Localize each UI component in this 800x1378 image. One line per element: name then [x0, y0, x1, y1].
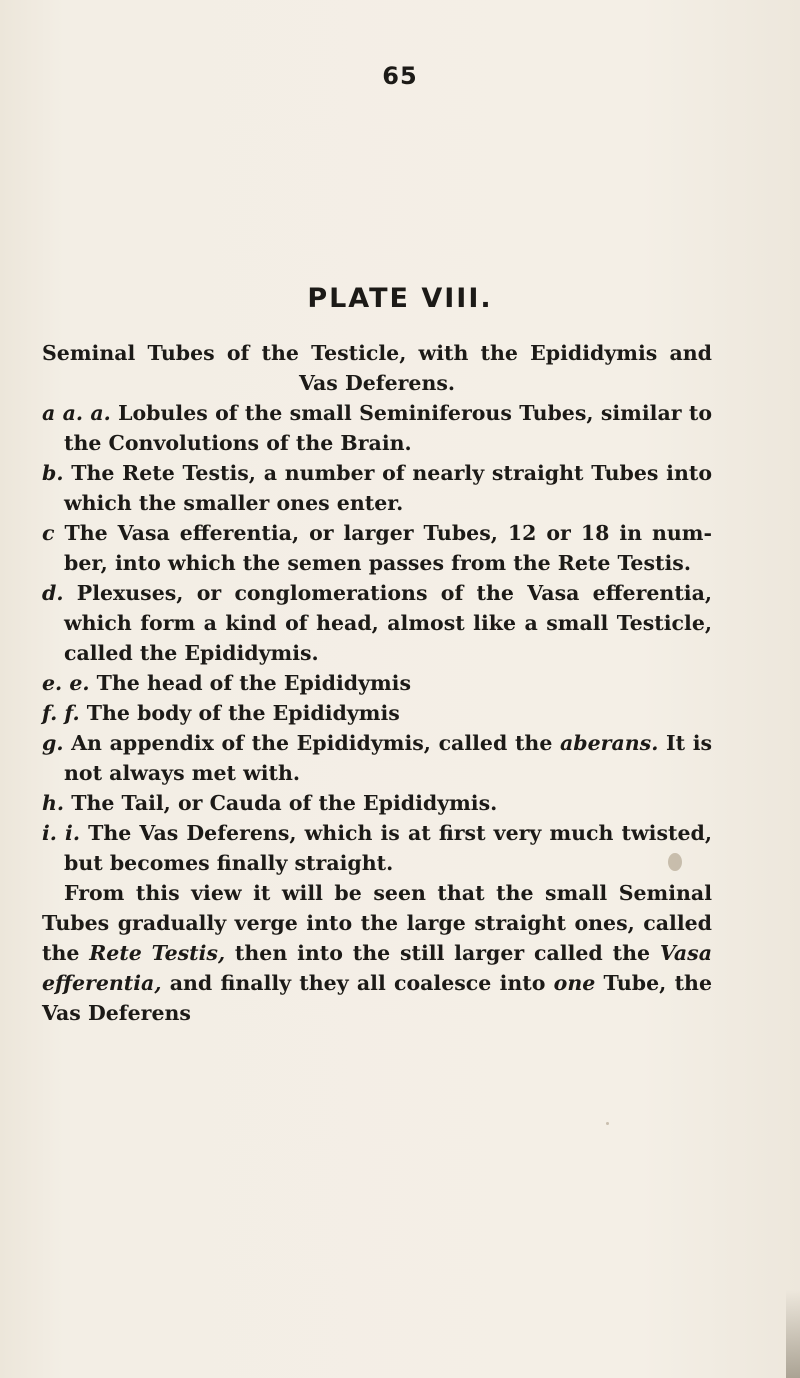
entry-h [42, 788, 712, 818]
closing-part-2: then into the still larger called the [234, 941, 651, 965]
entry-i [42, 818, 712, 878]
entry-label: i. i. [42, 821, 80, 845]
entry-text: Lobules of the small Seminiferous Tubes, similar to the Convolutions of the Brain. [64, 401, 712, 455]
entry-text: The body of the Epididymis [86, 701, 400, 725]
plate-title: PLATE VIII. [307, 283, 493, 314]
page-edge-shadow [786, 1290, 800, 1378]
entry-text: The Vas Deferens, which is at first very much twisted, but becomes finally straight. [64, 821, 712, 875]
entry-label: g. [42, 731, 64, 755]
entry-g [42, 728, 712, 788]
closing-term-2: Vasa efferentia, [42, 941, 712, 995]
entry-text: The head of the Epididymis [96, 671, 411, 695]
entry-text: Plexuses, or conglomerations of the Vasa efferentia, which form a kind of head, almost like a small Testicle, called the Epididymis. [64, 581, 713, 665]
entry-label: b. [42, 461, 64, 485]
caption-line-2: Vas Deferens. [298, 371, 456, 395]
caption-line-1: Seminal Tubes of the Testicle, with the Epididymis and [42, 341, 712, 365]
entry-term: aberans. [560, 731, 659, 755]
closing-paragraph [42, 878, 712, 1028]
entry-d [42, 578, 712, 668]
entry-label: a a. a. [42, 401, 111, 425]
entry-label: e. e. [42, 671, 90, 695]
entry-label: h. [42, 791, 65, 815]
page-number: 65 [382, 62, 418, 90]
closing-term-3: one [553, 971, 596, 995]
closing-part-4: Tube, the Vas Deferens [42, 971, 712, 1025]
paper-speck [606, 1122, 609, 1125]
entry-a [42, 398, 712, 458]
closing-part-3: and finally they all coalesce into [169, 971, 546, 995]
closing-part-1: From this view it will be seen that the small Seminal Tubes gradually verge into the large straight ones, called the [42, 881, 712, 965]
entry-text: The Vasa efferentia, or larger Tubes, 12 or 18 in num-ber, into which the semen passes from the Rete Testis. [64, 521, 713, 575]
entry-text-after: It is not always met with. [64, 731, 713, 785]
entry-text: The Rete Testis, a number of nearly straight Tubes into which the smaller ones enter. [64, 461, 712, 515]
entry-c [42, 518, 712, 578]
entry-b [42, 458, 712, 518]
entry-e [42, 668, 712, 698]
plate-caption [42, 338, 712, 398]
entry-f [42, 698, 712, 728]
entry-label: d. [42, 581, 64, 605]
ink-blot [668, 853, 682, 871]
plate-description [42, 338, 712, 1028]
entry-label: c [42, 521, 55, 545]
entry-text: An appendix of the Epididymis, called the [71, 731, 553, 755]
closing-term-1: Rete Testis, [89, 941, 226, 965]
entry-text: The Tail, or Cauda of the Epididymis. [71, 791, 498, 815]
entry-label: f. f. [42, 701, 80, 725]
